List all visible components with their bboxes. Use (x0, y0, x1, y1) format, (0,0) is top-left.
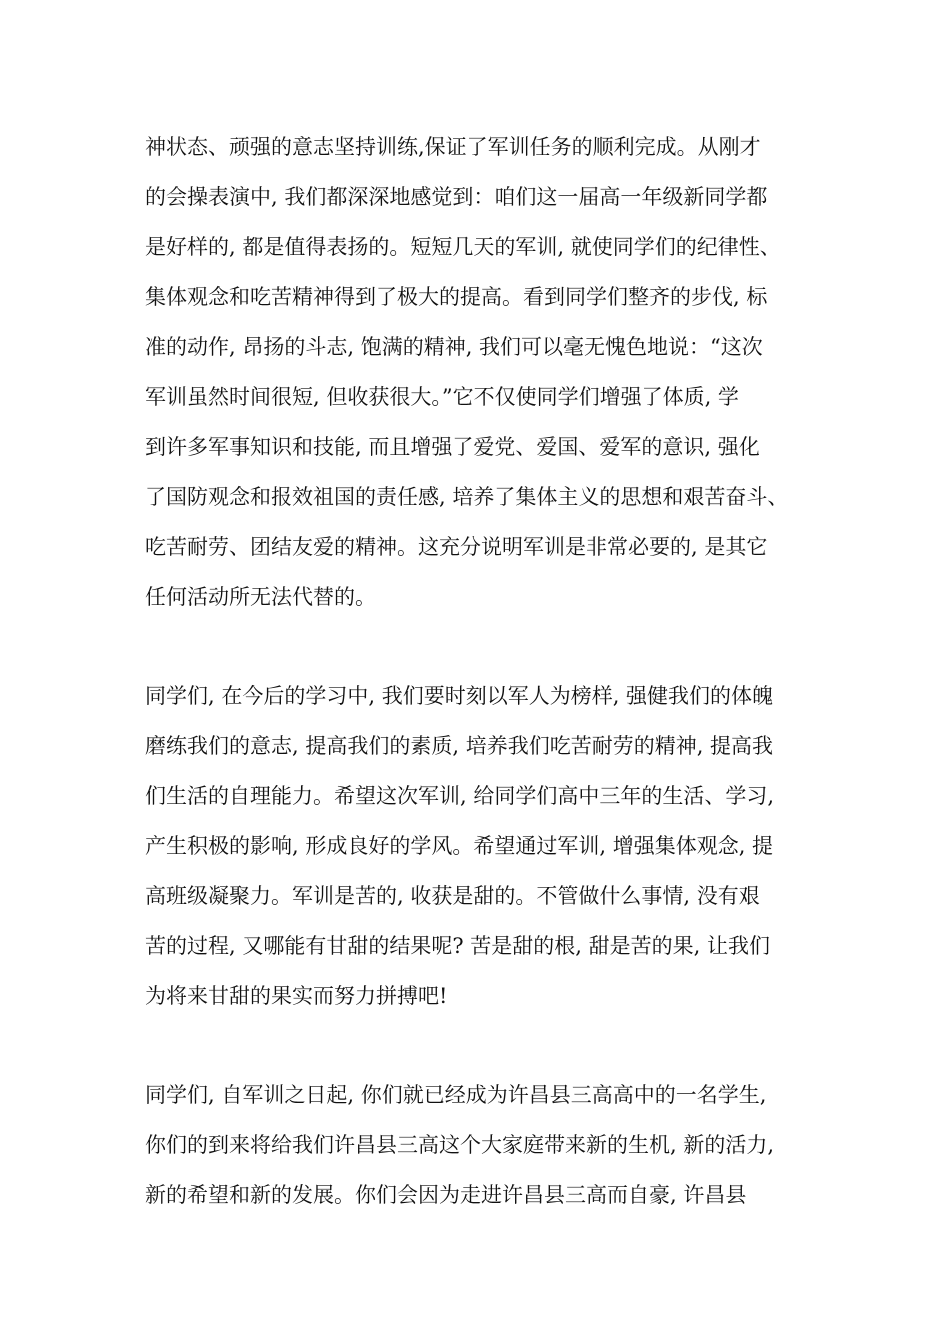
paragraph-line: 准的动作, 昂扬的斗志, 饱满的精神, 我们可以毫无愧色地说：“这次 (145, 335, 763, 359)
paragraph-line: 军训虽然时间很短, 但收获很大。”它不仅使同学们增强了体质, 学 (145, 385, 739, 409)
paragraph-line: 同学们, 在今后的学习中, 我们要时刻以军人为榜样, 强健我们的体魄 (145, 684, 774, 708)
paragraph-line: 神状态、顽强的意志坚持训练,保证了军训任务的顺利完成。从刚才 (145, 135, 761, 159)
paragraph-line: 了国防观念和报效祖国的责任感, 培养了集体主义的思想和艰苦奋斗、 (145, 485, 789, 509)
paragraph-line: 为将来甘甜的果实而努力拼搏吧! (145, 984, 448, 1008)
paragraph-line: 高班级凝聚力。军训是苦的, 收获是甜的。不管做什么事情, 没有艰 (145, 884, 760, 908)
paragraph-line: 吃苦耐劳、团结友爱的精神。这充分说明军训是非常必要的, 是其它 (145, 535, 768, 559)
paragraph-line: 集体观念和吃苦精神得到了极大的提高。看到同学们整齐的步伐, 标 (145, 285, 768, 309)
paragraph-line: 的会操表演中, 我们都深深地感觉到：咱们这一届高一年级新同学都 (145, 185, 768, 209)
paragraph-line: 你们的到来将给我们许昌县三高这个大家庭带来新的生机, 新的活力, (145, 1133, 775, 1157)
paragraph-line: 新的希望和新的发展。你们会因为走进许昌县三高而自豪, 许昌县 (145, 1183, 747, 1207)
paragraph-line: 产生积极的影响, 形成良好的学风。希望通过军训, 增强集体观念, 提 (145, 834, 774, 858)
paragraph-line: 同学们, 自军训之日起, 你们就已经成为许昌县三高高中的一名学生, (145, 1083, 767, 1107)
paragraph-line: 们生活的自理能力。希望这次军训, 给同学们高中三年的生活、学习, (145, 784, 775, 808)
paragraph-line: 苦的过程, 又哪能有甘甜的结果呢? 苦是甜的根, 甜是苦的果, 让我们 (145, 934, 770, 958)
paragraph-line: 任何活动所无法代替的。 (145, 585, 376, 609)
paragraph-line: 到许多军事知识和技能, 而且增强了爱党、爱国、爱军的意识, 强化 (145, 435, 760, 459)
paragraph-line: 磨练我们的意志, 提高我们的素质, 培养我们吃苦耐劳的精神, 提高我 (145, 734, 774, 758)
paragraph-line: 是好样的, 都是值得表扬的。短短几天的军训, 就使同学们的纪律性、 (145, 235, 781, 259)
